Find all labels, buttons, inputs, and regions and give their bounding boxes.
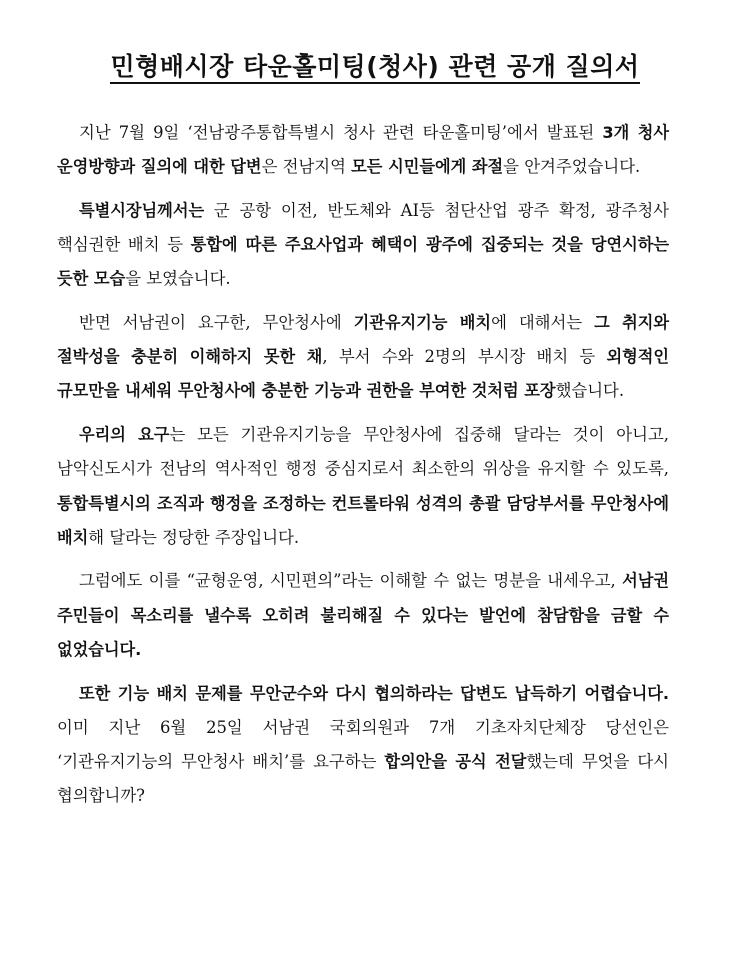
body-text-segment: 지난 7월 9일 ‘전남광주통합특별시 청사 관련 타운홀미팅’에서 발표된	[79, 123, 603, 142]
emphasized-text: 그 취지와 절박성을 충분히 이해하지 못한 채	[57, 313, 669, 367]
emphasized-text: 모든 시민들에게 좌절	[351, 157, 504, 177]
body-text-segment: 에 대해서는	[491, 313, 595, 333]
paragraph	[57, 418, 669, 555]
body-text-segment: 반면 서남권이 요구한, 무안청사에	[79, 313, 354, 333]
body-text-segment: 군 공항 이전, 반도체와 AI등 첨단산업 광주 확정, 광주청사 핵심권한 배치 등	[57, 200, 669, 255]
paragraph	[57, 306, 669, 409]
emphasized-text: 3개 청사 운영방향과 질의에 대한 답변	[57, 123, 669, 177]
emphasized-text: 또한 기능 배치 문제를 무안군수와 다시 협의하라는 답변도 납득하기 어렵습니다.	[79, 683, 669, 703]
body-text-segment: 했습니다.	[555, 381, 625, 401]
body-text-segment: 을 보였습니다.	[125, 269, 231, 289]
body-text-segment: , 부서 수와 2명의 부시장 배치 등	[322, 347, 607, 367]
body-text-segment: 는 모든 기관유지기능을 무안청사에 집중해 달라는 것이 아니고, 남악신도시가 전남의 역사적인 행정 중심지로서 최소한의 위상을 유지할 수 있도록,	[57, 425, 669, 479]
body-text-segment: 그럼에도 이를 “균형운영, 시민편의”라는 이해할 수 없는 명분을 내세우고,	[79, 571, 623, 591]
emphasized-text: 기관유지기능 배치	[353, 313, 492, 333]
emphasized-text: 외형적인 규모만을 내세워 무안청사에 충분한 기능과 권한을 부여한 것처럼 포장	[57, 347, 670, 401]
document-body	[57, 116, 669, 823]
emphasized-text: 우리의 요구	[79, 425, 170, 445]
document-title-text: 민형배시장 타운홀미팅(청사) 관련 공개 질의서	[110, 52, 639, 84]
paragraph	[57, 116, 669, 184]
paragraph	[57, 194, 669, 297]
emphasized-text: 통합에 따른 주요사업과 혜택이 광주에 집중되는 것을 당연시하는 듯한 모습	[57, 235, 670, 289]
paragraph	[57, 564, 669, 667]
emphasized-text: 합의안을 공식 전달	[384, 751, 527, 771]
body-text-segment: 했는데 무엇을 다시 협의합니까?	[57, 751, 669, 806]
document-title	[0, 50, 750, 84]
body-text-segment: 을 안겨주었습니다.	[503, 157, 641, 177]
emphasized-text: 특별시장님께서는	[79, 200, 205, 220]
emphasized-text: 서남권 주민들이 목소리를 낼수록 오히려 불리해질 수 있다는 발언에 참담함을 금할 수 없었습니다.	[57, 571, 669, 659]
paragraph	[57, 677, 669, 814]
body-text-segment: 해 달라는 정당한 주장입니다.	[88, 527, 300, 547]
body-text-segment: 이미 지난 6월 25일 서남권 국회의원과 7개 기초자치단체장 당선인은 ‘기관유지기능의 무안청사 배치’를 요구하는	[57, 717, 669, 771]
body-text-segment: 은 전남지역	[261, 157, 352, 177]
emphasized-text: 통합특별시의 조직과 행정을 조정하는 컨트롤타워 성격의 총괄 담당부서를 무안청사에 배치	[57, 493, 669, 547]
